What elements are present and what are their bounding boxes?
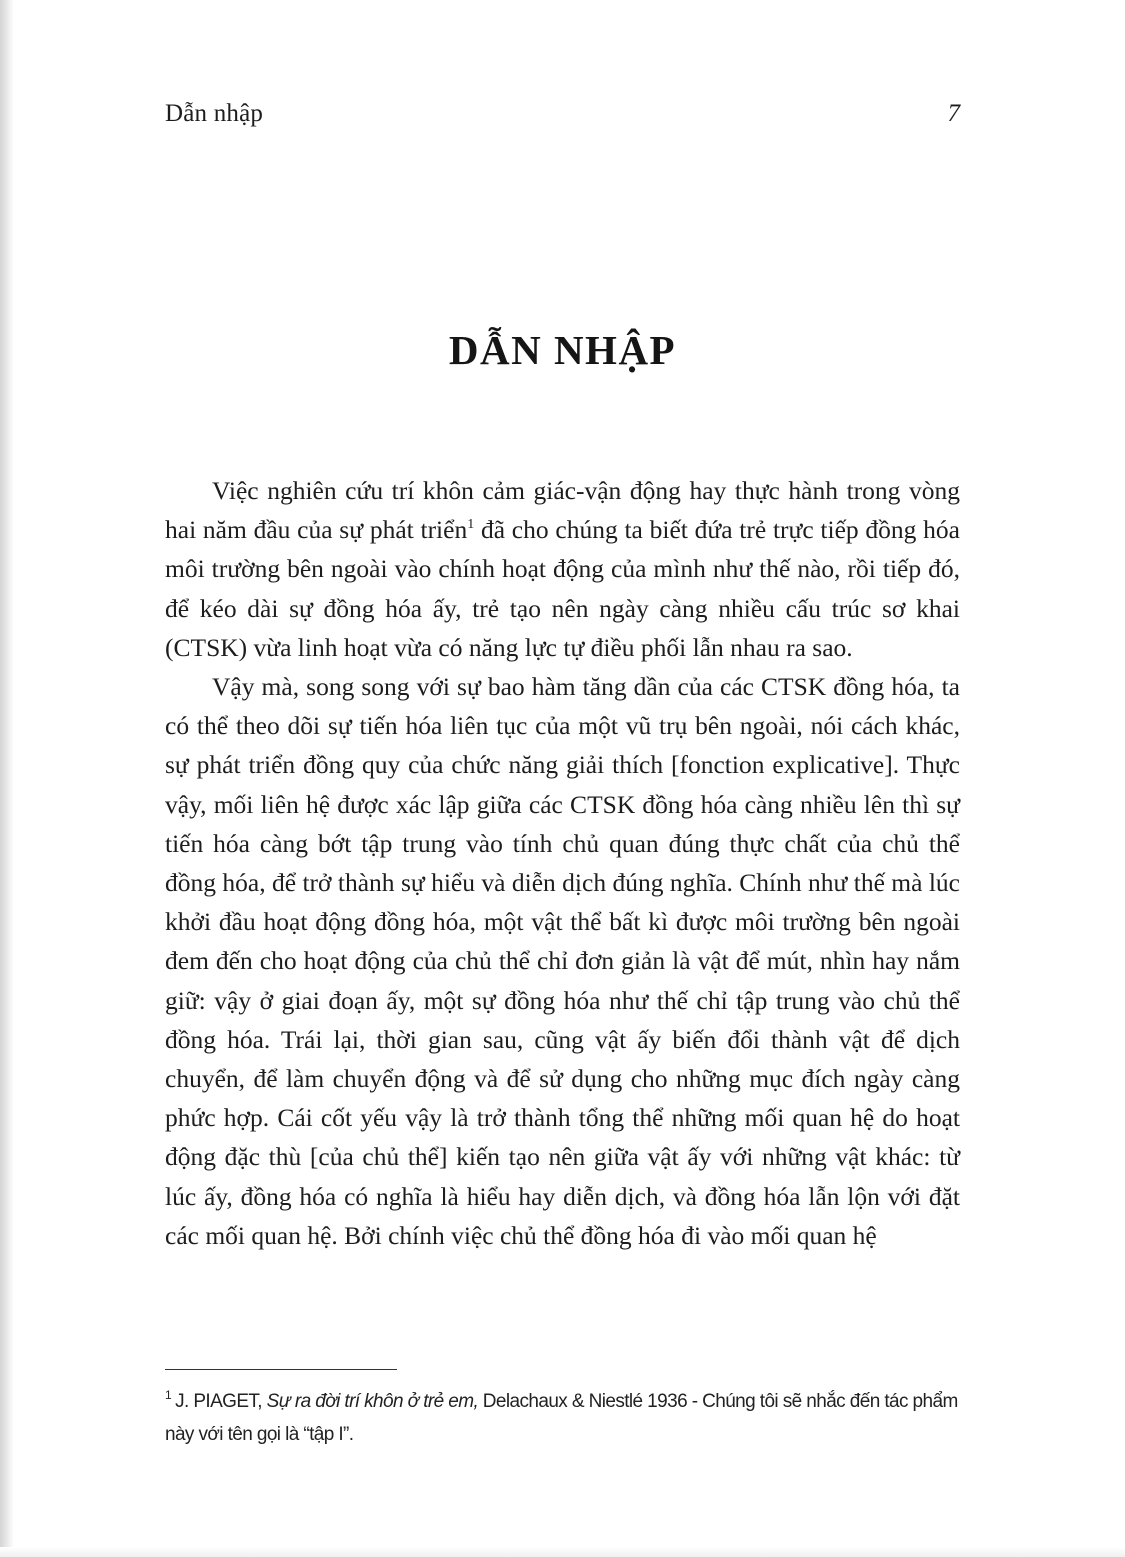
running-header-title: Dẫn nhập <box>165 100 264 127</box>
footnote-rest: Delachaux & Niestlé 1936 - Chúng tôi sẽ nhắc đến tác phẩm này với tên gọi là “tập I”. <box>165 1391 958 1445</box>
footnote <box>165 1385 960 1451</box>
paragraph-2: Vậy mà, song song với sự bao hàm tăng dần của các CTSK đồng hóa, ta có thể theo dõi sự tiến hóa liên tục của một vũ trụ bên ngoài, nói cách khác, sự phát triển đồng quy của chức năng giải thích [fonction explicative]. Thực vậy, mối liên hệ được xác lập giữa các CTSK đồng hóa càng nhiều lên thì sự tiến hóa càng bớt tập trung vào tính chủ quan đúng thực chất của chủ thể đồng hóa, để trở thành sự hiểu và diễn dịch đúng nghĩa. Chính như thế mà lúc khởi đầu hoạt động đồng hóa, một vật thể bất kì được môi trường bên ngoài đem đến cho hoạt động của chủ thể chỉ đơn giản là vật để mút, nhìn hay nắm giữ: vậy ở giai đoạn ấy, một sự đồng hóa như thế chỉ tập trung vào chủ thể đồng hóa. Trái lại, thời gian sau, cũng vật ấy biến đổi thành vật để dịch chuyển, để làm chuyển động và để sử dụng cho những mục đích ngày càng phức hợp. Cái cốt yếu vậy là trở thành tổng thể những mối quan hệ do hoạt động đặc thù [của chủ thể] kiến tạo nên giữa vật ấy với những vật khác: từ lúc ấy, đồng hóa có nghĩa là hiểu hay diễn dịch, và đồng hóa lẫn lộn với đặt các mối quan hệ. Bởi chính việc chủ thể đồng hóa đi vào mối quan hệ <box>165 672 960 1250</box>
footnote-divider <box>165 1369 397 1370</box>
body-text <box>165 471 960 1255</box>
page-edge-shadow <box>0 0 14 1557</box>
footnote-author: J. PIAGET, <box>175 1391 267 1412</box>
page-bottom-shadow <box>0 1547 1125 1557</box>
footnote-work-title: Sự ra đời trí khôn ở trẻ em, <box>266 1391 479 1412</box>
footnote-number: 1 <box>165 1388 172 1402</box>
paragraph-1 <box>165 471 960 667</box>
paragraph-1-text-a: Việc nghiên cứu trí khôn cảm giác-vận động hay thực hành trong vòng hai năm đầu của sự phát triển <box>165 476 960 545</box>
paragraph-1-text-b: đã cho chúng ta biết đứa trẻ trực tiếp đồng hóa môi trường bên ngoài vào chính hoạt động của mình như thế nào, rồi tiếp đó, để kéo dài sự đồng hóa ấy, trẻ tạo nên ngày càng nhiều cấu trúc sơ khai (CTSK) vừa linh hoạt vừa có năng lực tự điều phối lẫn nhau ra sao. <box>165 515 960 662</box>
chapter-title: DẪN NHẬP <box>448 327 677 373</box>
footnote-reference: 1 <box>467 517 475 533</box>
page-number: 7 <box>947 100 960 127</box>
